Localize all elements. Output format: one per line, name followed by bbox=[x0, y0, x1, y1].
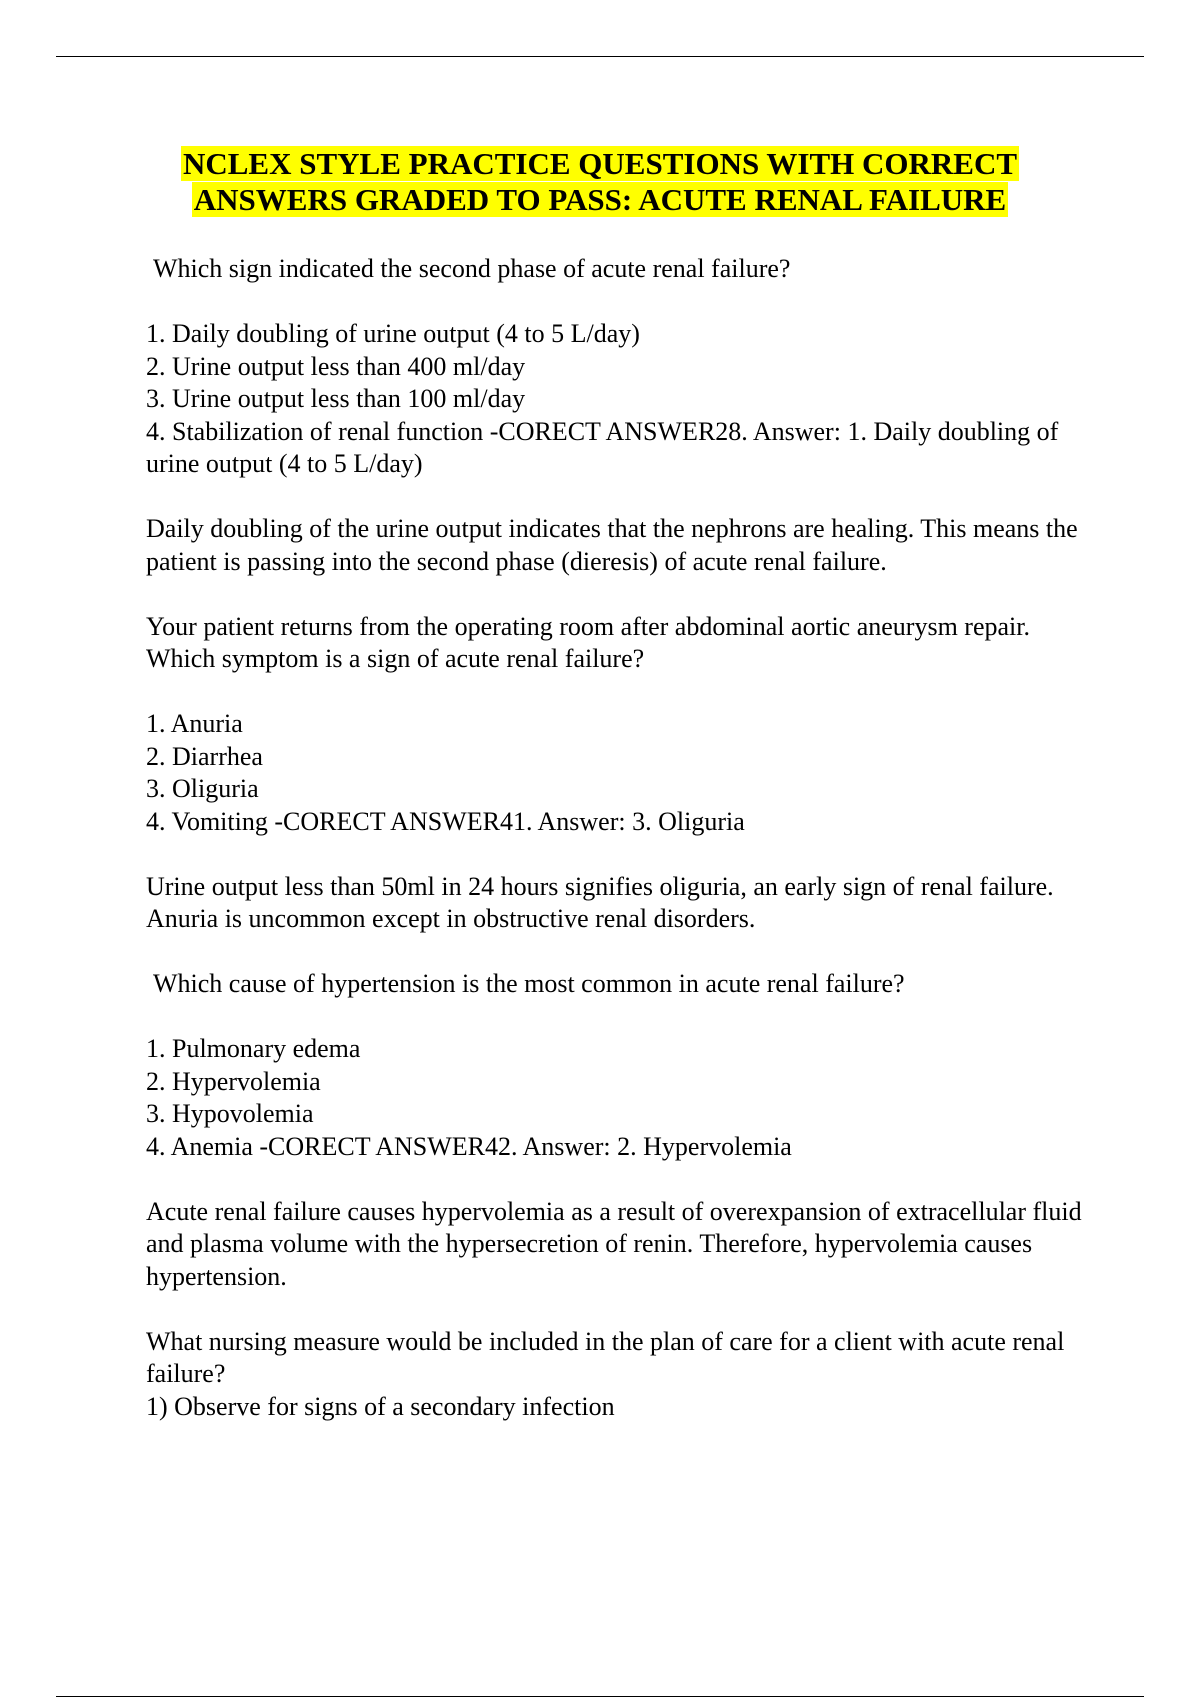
document-title-line-1: NCLEX STYLE PRACTICE QUESTIONS WITH CORRECT bbox=[182, 146, 1018, 181]
question-2: Your patient returns from the operating room after abdominal aortic aneurysm repair. Which symptom is a sign of acute renal failure? bbox=[146, 611, 1030, 673]
question-1-options: 1. Daily doubling of urine output (4 to 5 L/day) 2. Urine output less than 400 ml/day 3. Urine output less than 100 ml/day 4. Stabilization of renal function -CORECT ANSWER28. Answer: 1. Daily doubling of urine output (4 to 5 L/day) bbox=[146, 319, 1059, 478]
question-3: Which cause of hypertension is the most common in acute renal failure? bbox=[153, 969, 905, 998]
document-body bbox=[146, 253, 1086, 1423]
document-title-line-2: ANSWERS GRADED TO PASS: ACUTE RENAL FAILURE bbox=[193, 182, 1007, 217]
question-1-rationale: Daily doubling of the urine output indicates that the nephrons are healing. This means the patient is passing into the second phase (dieresis) of acute renal failure. bbox=[146, 514, 1078, 576]
header-rule bbox=[56, 56, 1144, 57]
question-2-rationale: Urine output less than 50ml in 24 hours signifies oliguria, an early sign of renal failure. Anuria is uncommon except in obstructive renal disorders. bbox=[146, 871, 1054, 933]
question-3-options: 1. Pulmonary edema 2. Hypervolemia 3. Hypovolemia 4. Anemia -CORECT ANSWER42. Answer: 2. Hypervolemia bbox=[146, 1034, 792, 1161]
question-1: Which sign indicated the second phase of acute renal failure? bbox=[153, 254, 791, 283]
question-2-options: 1. Anuria 2. Diarrhea 3. Oliguria 4. Vomiting -CORECT ANSWER41. Answer: 3. Oliguria bbox=[146, 709, 745, 836]
footer-rule bbox=[56, 1696, 1144, 1697]
question-4: What nursing measure would be included in the plan of care for a client with acute renal failure? 1) Observe for signs of a secondary infection bbox=[146, 1326, 1065, 1421]
document-title bbox=[0, 146, 1200, 218]
question-3-rationale: Acute renal failure causes hypervolemia as a result of overexpansion of extracellular fluid and plasma volume with the hypersecretion of renin. Therefore, hypervolemia causes hypertension. bbox=[146, 1196, 1082, 1291]
